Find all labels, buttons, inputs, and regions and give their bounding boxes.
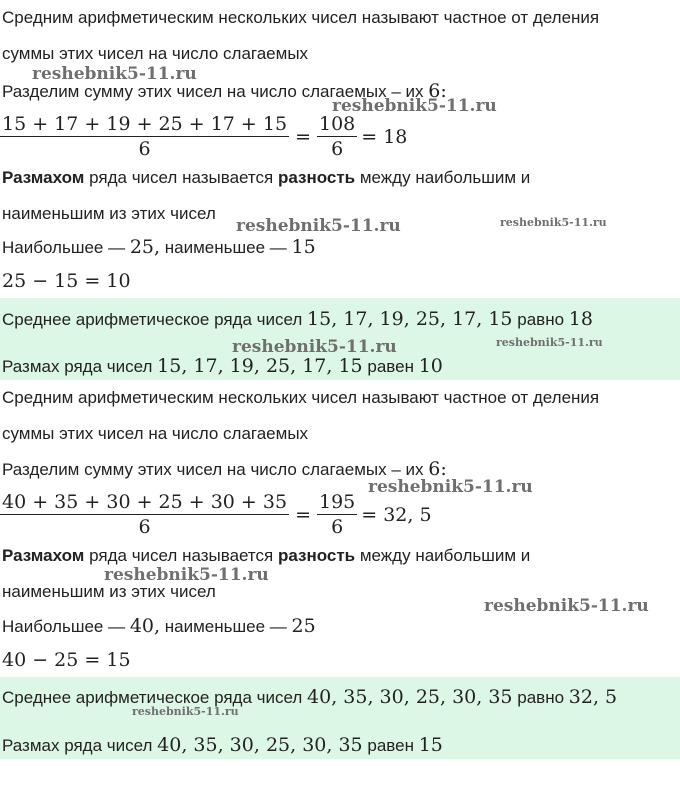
number-series: 40, 35, 30, 25, 30, 35 xyxy=(157,734,363,756)
sum-fraction xyxy=(0,112,289,161)
min-value: 25 xyxy=(291,615,316,637)
equals-sign: = xyxy=(295,125,311,148)
mean-equals-word: равно xyxy=(517,310,565,329)
range-value: 10 xyxy=(418,355,443,377)
total-fraction xyxy=(317,112,357,161)
mean-label: Среднее арифметическое ряда чисел xyxy=(2,310,303,329)
max-value: 25, xyxy=(129,236,161,258)
watermark: reshebnik5-11.ru xyxy=(232,337,397,357)
term-range: Размахом xyxy=(2,546,85,565)
divide-count: 6: xyxy=(428,80,447,102)
range-def-text: ряда чисел называется xyxy=(89,546,274,565)
divide-count: 6: xyxy=(428,458,447,480)
min-label: наименьшее — xyxy=(164,617,287,636)
range-equals-word: равен xyxy=(367,736,414,755)
number-series: 40, 35, 30, 25, 30, 35 xyxy=(307,686,513,708)
total-denominator: 6 xyxy=(331,516,344,538)
range-def-text-2: между наибольшим и xyxy=(359,168,531,187)
range-definition-line-1 xyxy=(2,168,530,188)
sum-numerator: 40 + 35 + 30 + 25 + 30 + 35 xyxy=(2,491,288,513)
watermark: reshebnik5-11.ru xyxy=(132,705,239,718)
range-definition-line-1 xyxy=(2,546,530,566)
term-difference: разность xyxy=(277,168,356,187)
divide-text: Разделим сумму этих чисел на число слагаемых – их xyxy=(2,460,424,479)
watermark: reshebnik5-11.ru xyxy=(500,216,607,229)
range-label: Размах ряда чисел xyxy=(2,357,153,376)
watermark: reshebnik5-11.ru xyxy=(236,216,401,236)
mean-result-line xyxy=(2,308,593,330)
watermark: reshebnik5-11.ru xyxy=(368,477,533,497)
watermark: reshebnik5-11.ru xyxy=(32,64,197,84)
max-value: 40, xyxy=(129,615,161,637)
definition-line-2: суммы этих чисел на число слагаемых xyxy=(2,424,309,443)
number-series: 15, 17, 19, 25, 17, 15 xyxy=(157,355,363,377)
mean-equation xyxy=(0,490,438,539)
total-numerator: 195 xyxy=(318,491,356,513)
term-range: Размахом xyxy=(2,168,85,187)
definition-line-2: суммы этих чисел на число слагаемых xyxy=(2,44,309,63)
range-definition-line-2: наименьшим из этих чисел xyxy=(2,582,216,601)
equals-sign: = xyxy=(295,503,311,526)
divide-text: Разделим сумму этих чисел на число слагаемых – их xyxy=(2,82,424,101)
mean-value: 32, 5 xyxy=(568,686,618,708)
range-definition-line-2: наименьшим из этих чисел xyxy=(2,204,216,223)
watermark: reshebnik5-11.ru xyxy=(332,96,497,116)
min-label: наименьшее — xyxy=(164,238,287,257)
sum-denominator: 6 xyxy=(138,138,151,160)
range-calculation: 40 − 25 = 15 xyxy=(2,649,131,671)
mean-equals-word: равно xyxy=(517,688,565,707)
range-calculation: 25 − 15 = 10 xyxy=(2,270,131,292)
sum-fraction xyxy=(0,490,289,539)
total-fraction xyxy=(317,490,357,539)
total-numerator: 108 xyxy=(318,113,356,135)
range-result-line xyxy=(2,734,443,756)
total-denominator: 6 xyxy=(331,138,344,160)
mean-result: = 32, 5 xyxy=(361,503,432,526)
mean-result: = 18 xyxy=(361,125,408,148)
max-label: Наибольшее — xyxy=(2,238,126,257)
max-min-line xyxy=(2,615,316,637)
mean-equation xyxy=(0,112,413,161)
range-value: 15 xyxy=(418,734,443,756)
definition-line-1: Средним арифметическим нескольких чисел называют частное от деления xyxy=(2,388,600,407)
definition-line-1: Средним арифметическим нескольких чисел называют частное от деления xyxy=(2,8,600,27)
mean-result-line xyxy=(2,686,617,708)
range-def-text: ряда чисел называется xyxy=(89,168,274,187)
max-min-line xyxy=(2,236,316,258)
watermark: reshebnik5-11.ru xyxy=(484,596,649,616)
mean-label: Среднее арифметическое ряда чисел xyxy=(2,688,303,707)
max-label: Наибольшее — xyxy=(2,617,126,636)
watermark: reshebnik5-11.ru xyxy=(104,565,269,585)
range-result-line xyxy=(2,355,443,377)
watermark: reshebnik5-11.ru xyxy=(496,336,603,349)
sum-denominator: 6 xyxy=(138,516,151,538)
mean-value: 18 xyxy=(568,308,593,330)
range-label: Размах ряда чисел xyxy=(2,736,153,755)
number-series: 15, 17, 19, 25, 17, 15 xyxy=(307,308,513,330)
range-def-text-2: между наибольшим и xyxy=(359,546,531,565)
min-value: 15 xyxy=(291,236,316,258)
term-difference: разность xyxy=(277,546,356,565)
range-equals-word: равен xyxy=(367,357,414,376)
sum-numerator: 15 + 17 + 19 + 25 + 17 + 15 xyxy=(2,113,288,135)
